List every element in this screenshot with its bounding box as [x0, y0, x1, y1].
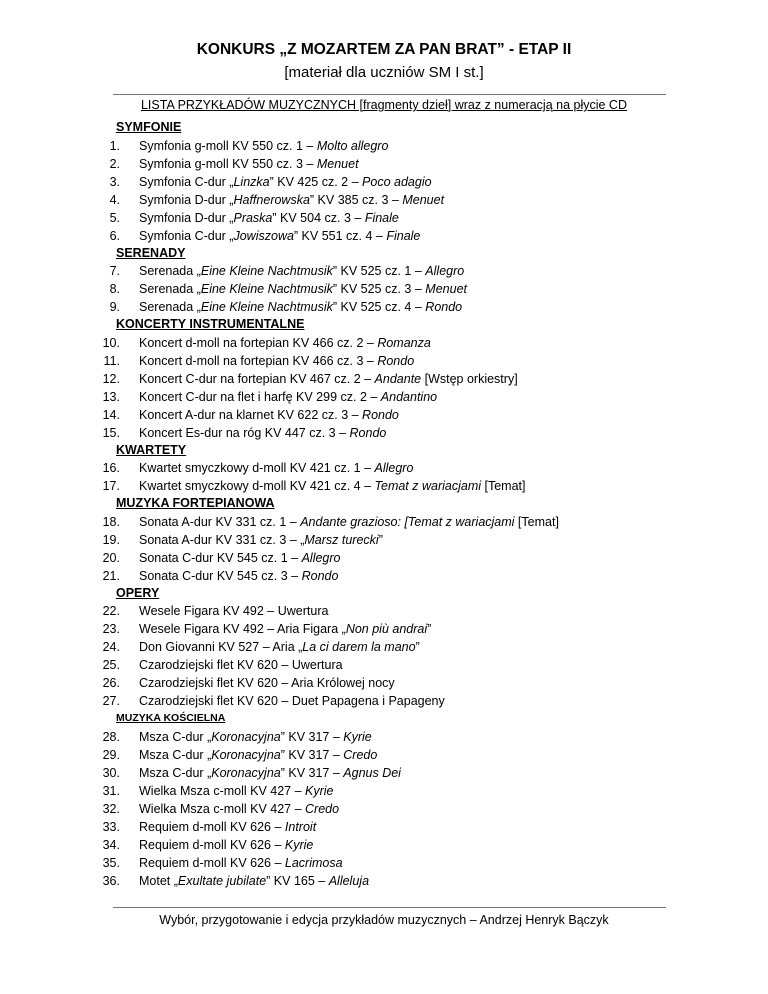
item-text-italic: Rondo: [425, 300, 463, 314]
item-text-italic: Marsz turecki: [304, 532, 379, 547]
item-text-part: Wesele Figara KV 492 – Uwertura: [139, 604, 329, 618]
item-text-part: Czarodziejski flet KV 620 – Uwertura: [139, 658, 343, 672]
item-text: [139, 424, 386, 442]
item-text: [139, 173, 432, 191]
section-heading: OPERY: [116, 585, 160, 600]
item-text-italic: Rondo: [301, 568, 339, 583]
item-text: [139, 872, 369, 890]
item-text-part: Sonata C-dur KV 545 cz. 1 –: [139, 550, 302, 565]
item-number: 21.: [102, 568, 120, 583]
document-title: KONKURS „Z MOZARTEM ZA PAN BRAT” - ETAP II: [196, 41, 572, 58]
item-text-part: ” KV 317 –: [280, 729, 344, 744]
item-text: [139, 227, 420, 245]
item-text-part: Koncert Es-dur na róg KV 447 cz. 3 –: [139, 425, 350, 440]
document-subtitle: [materiał dla uczniów SM I st.]: [284, 64, 484, 81]
list-item: [0, 424, 768, 442]
section-heading: SYMFONIE: [116, 120, 182, 134]
item-text-italic: Non più andrai: [345, 622, 428, 636]
list-item: [0, 334, 768, 352]
item-text-part: Sonata A-dur KV 331 cz. 1 –: [139, 514, 301, 529]
section-heading: KWARTETY: [116, 442, 187, 457]
item-text: [139, 280, 467, 298]
item-text-italic: Finale: [386, 228, 421, 243]
item-text-part: Wesele Figara KV 492 – Aria Figara „: [139, 622, 346, 636]
item-text-part: Requiem d-moll KV 626 –: [139, 837, 285, 852]
item-text-italic: Credo: [305, 801, 340, 816]
item-text-italic: Lacrimosa: [284, 855, 343, 870]
item-text-part: ” KV 317 –: [280, 765, 344, 780]
item-text: [139, 262, 464, 280]
item-text-part: [Temat]: [481, 479, 526, 493]
list-item: [0, 818, 768, 836]
item-text-italic: Andantino: [380, 389, 438, 404]
list-item: [0, 173, 768, 191]
list-item: [0, 477, 768, 495]
item-text-part: Msza C-dur „: [139, 765, 212, 780]
item-text-italic: Praska: [233, 210, 273, 225]
item-text: [139, 191, 444, 209]
item-text-part: Sonata A-dur KV 331 cz. 3 – „: [139, 532, 305, 547]
item-text-part: ” KV 525 cz. 3 –: [332, 282, 426, 296]
item-text-part: Koncert d-moll na fortepian KV 466 cz. 2 –: [139, 335, 378, 350]
item-text: [139, 513, 559, 531]
item-number: 24.: [102, 640, 120, 654]
section-heading: SERENADY: [116, 245, 186, 260]
item-number: 5.: [109, 210, 120, 225]
item-text: [139, 549, 341, 567]
list-item: [0, 836, 768, 854]
item-text: [139, 818, 316, 836]
item-text-part: ” KV 317 –: [280, 747, 344, 762]
music-examples-list: [0, 119, 768, 890]
list-item: [0, 674, 768, 692]
item-text: [139, 155, 359, 173]
list-item: [0, 513, 768, 531]
item-number: 10.: [102, 335, 120, 350]
list-item: [0, 209, 768, 227]
item-text-part: Msza C-dur „: [139, 747, 212, 762]
item-number: 26.: [102, 676, 120, 690]
list-item: [0, 728, 768, 746]
item-text-part: Kwartet smyczkowy d-moll KV 421 cz. 4 –: [139, 479, 375, 493]
list-item: [0, 872, 768, 890]
list-item: [0, 782, 768, 800]
list-item: [0, 549, 768, 567]
list-item: [0, 459, 768, 477]
item-text-part: Symfonia g-moll KV 550 cz. 3 –: [139, 156, 317, 171]
item-number: 27.: [102, 694, 120, 708]
item-text: [139, 298, 462, 316]
item-text-part: Symfonia D-dur „: [139, 192, 234, 207]
item-number: 28.: [102, 729, 120, 744]
item-number: 18.: [102, 514, 120, 529]
item-text-italic: Rondo: [377, 353, 415, 368]
item-text: [139, 406, 399, 424]
list-item: [0, 531, 768, 549]
item-text-italic: Poco adagio: [362, 174, 432, 189]
item-text-part: Czarodziejski flet KV 620 – Aria Królowej nocy: [139, 676, 395, 690]
item-text: [139, 656, 343, 674]
item-text: [139, 370, 518, 388]
item-text-italic: Allegro: [425, 264, 465, 278]
item-number: 29.: [102, 747, 120, 762]
list-item: [0, 137, 768, 155]
item-text: [139, 459, 413, 477]
item-number: 34.: [102, 837, 120, 852]
list-item: [0, 692, 768, 710]
item-text: [139, 531, 383, 549]
item-text: [139, 602, 328, 620]
item-text-part: [Wstęp orkiestry]: [421, 371, 518, 386]
item-number: 2.: [109, 156, 120, 171]
item-text-italic: Rondo: [349, 425, 387, 440]
list-item: [0, 567, 768, 585]
item-number: 22.: [102, 604, 120, 618]
item-text-part: ”: [427, 622, 432, 636]
item-text-part: Serenada „: [139, 282, 201, 296]
list-item: [0, 298, 768, 316]
item-text: [139, 746, 377, 764]
item-number: 31.: [102, 783, 120, 798]
item-text-italic: Credo: [343, 747, 378, 762]
item-text-italic: Introit: [284, 819, 317, 834]
item-text-part: Serenada „: [139, 264, 201, 278]
item-text: [139, 388, 437, 406]
item-number: 14.: [102, 407, 120, 422]
list-item: [0, 746, 768, 764]
item-text-italic: Temat z wariacjami: [374, 479, 482, 493]
item-text-part: Requiem d-moll KV 626 –: [139, 855, 285, 870]
item-number: 13.: [102, 389, 120, 404]
item-text-italic: Kyrie: [284, 837, 314, 852]
item-text-part: Serenada „: [139, 300, 201, 314]
item-number: 32.: [102, 801, 120, 816]
footer-credit: Wybór, przygotowanie i edycja przykładów muzycznych – Andrzej Henryk Bączyk: [159, 913, 609, 927]
item-number: 16.: [102, 461, 120, 475]
item-text: [139, 800, 339, 818]
item-text-part: [Temat]: [514, 514, 559, 529]
item-text: [139, 638, 420, 656]
item-text-part: Don Giovanni KV 527 – Aria „: [139, 640, 303, 654]
item-number: 9.: [109, 300, 120, 314]
item-number: 4.: [109, 192, 120, 207]
item-text-part: ” KV 425 cz. 2 –: [269, 174, 363, 189]
list-item: [0, 191, 768, 209]
item-text-part: ” KV 504 cz. 3 –: [272, 210, 365, 225]
section-heading: KONCERTY INSTRUMENTALNE: [116, 317, 305, 331]
item-number: 23.: [102, 622, 120, 636]
item-text-part: Requiem d-moll KV 626 –: [139, 819, 285, 834]
item-number: 30.: [102, 765, 120, 780]
item-text-part: Symfonia C-dur „: [139, 228, 234, 243]
item-text-part: Koncert d-moll na fortepian KV 466 cz. 3 –: [139, 353, 378, 368]
item-text-part: ”: [378, 532, 383, 547]
bottom-divider: [113, 907, 666, 908]
item-text-part: Motet „: [139, 873, 178, 888]
item-text-italic: Molto allegro: [316, 138, 389, 153]
item-number: 36.: [102, 873, 120, 888]
item-number: 6.: [109, 228, 120, 243]
item-number: 3.: [109, 174, 120, 189]
top-divider: [113, 94, 666, 95]
list-item: [0, 227, 768, 245]
item-text-italic: Andante: [374, 371, 422, 386]
item-text-part: Symfonia D-dur „: [139, 210, 234, 225]
item-text-italic: Menuet: [402, 192, 445, 207]
item-text-part: ” KV 525 cz. 4 –: [332, 300, 426, 314]
item-text: [139, 836, 313, 854]
item-text: [139, 352, 414, 370]
item-text-italic: Allegro: [301, 550, 341, 565]
item-text-part: ”: [415, 640, 420, 654]
list-item: [0, 155, 768, 173]
item-number: 20.: [102, 550, 120, 565]
item-text-italic: Haffnerowska: [233, 192, 310, 207]
item-text: [139, 209, 399, 227]
list-item: [0, 262, 768, 280]
item-text-part: Koncert C-dur na flet i harfę KV 299 cz. 2 –: [139, 389, 381, 404]
item-text: [139, 334, 431, 352]
item-number: 25.: [102, 658, 120, 672]
section-heading: MUZYKA FORTEPIANOWA: [116, 496, 275, 510]
item-text-italic: Jowiszowa: [233, 228, 294, 243]
list-item: [0, 638, 768, 656]
item-text-part: Symfonia g-moll KV 550 cz. 1 –: [139, 138, 317, 153]
item-text-italic: Andante grazioso: [Temat z wariacjami: [300, 514, 515, 529]
item-number: 15.: [102, 425, 120, 440]
item-text: [139, 764, 401, 782]
item-number: 12.: [102, 371, 120, 386]
list-item: [0, 406, 768, 424]
list-item: [0, 370, 768, 388]
section-heading: MUZYKA KOŚCIELNA: [116, 712, 226, 724]
list-item: [0, 800, 768, 818]
item-text: [139, 477, 525, 495]
item-text-italic: Kyrie: [343, 729, 372, 744]
item-number: 33.: [102, 819, 120, 834]
item-text: [139, 567, 338, 585]
list-item: [0, 620, 768, 638]
item-text: [139, 854, 343, 872]
item-text-italic: Eine Kleine Nachtmusik: [200, 282, 333, 296]
list-item: [0, 854, 768, 872]
item-text-part: Wielka Msza c-moll KV 427 –: [139, 801, 306, 816]
item-text-italic: Menuet: [425, 282, 467, 296]
item-number: 8.: [109, 282, 120, 296]
item-text-italic: Kyrie: [305, 783, 334, 798]
item-text-part: ” KV 551 cz. 4 –: [293, 228, 387, 243]
item-text-part: Koncert C-dur na fortepian KV 467 cz. 2 –: [139, 371, 375, 386]
item-text-italic: Rondo: [362, 407, 399, 422]
item-text-italic: Romanza: [377, 335, 431, 350]
item-number: 35.: [102, 855, 120, 870]
item-number: 1.: [109, 138, 120, 153]
item-text-italic: Finale: [364, 210, 399, 225]
item-text-italic: Exultate jubilate: [177, 873, 267, 888]
list-item: [0, 656, 768, 674]
item-text-part: Msza C-dur „: [139, 729, 212, 744]
item-text-italic: Agnus Dei: [343, 765, 401, 780]
item-text: [139, 674, 395, 692]
list-heading: LISTA PRZYKŁADÓW MUZYCZNYCH [fragmenty dzieł] wraz z numeracją na płycie CD: [140, 98, 627, 112]
item-text-italic: Allegro: [374, 461, 414, 475]
item-text-italic: Alleluja: [328, 873, 370, 888]
item-text: [139, 782, 334, 800]
item-text-part: ” KV 525 cz. 1 –: [332, 264, 426, 278]
item-number: 11.: [103, 353, 120, 368]
item-text: [139, 692, 445, 710]
list-item: [0, 388, 768, 406]
item-text-italic: Eine Kleine Nachtmusik: [200, 300, 333, 314]
item-text-part: ” KV 165 –: [266, 873, 329, 888]
item-text-part: Koncert A-dur na klarnet KV 622 cz. 3 –: [139, 407, 363, 422]
item-text-italic: Koronacyjna: [211, 747, 281, 762]
item-text: [139, 620, 431, 638]
list-item: [0, 280, 768, 298]
item-text-part: Sonata C-dur KV 545 cz. 3 –: [139, 568, 302, 583]
item-number: 7.: [109, 264, 120, 278]
item-text-italic: Koronacyjna: [211, 729, 281, 744]
item-text: [139, 728, 372, 746]
list-item: [0, 352, 768, 370]
item-text-part: Symfonia C-dur „: [139, 174, 234, 189]
item-text-italic: Eine Kleine Nachtmusik: [200, 264, 333, 278]
item-text-part: ” KV 385 cz. 3 –: [309, 192, 403, 207]
item-text-part: Czarodziejski flet KV 620 – Duet Papagena i Papageny: [139, 694, 445, 708]
list-item: [0, 764, 768, 782]
item-text-italic: Menuet: [316, 156, 359, 171]
item-number: 19.: [102, 532, 120, 547]
item-text-italic: Linzka: [233, 174, 270, 189]
list-item: [0, 602, 768, 620]
item-text-italic: Koronacyjna: [211, 765, 281, 780]
item-text-italic: La ci darem la mano: [302, 640, 416, 654]
item-text-part: Kwartet smyczkowy d-moll KV 421 cz. 1 –: [139, 461, 375, 475]
item-text-part: Wielka Msza c-moll KV 427 –: [139, 783, 306, 798]
item-number: 17.: [102, 479, 120, 493]
item-text: [139, 137, 388, 155]
